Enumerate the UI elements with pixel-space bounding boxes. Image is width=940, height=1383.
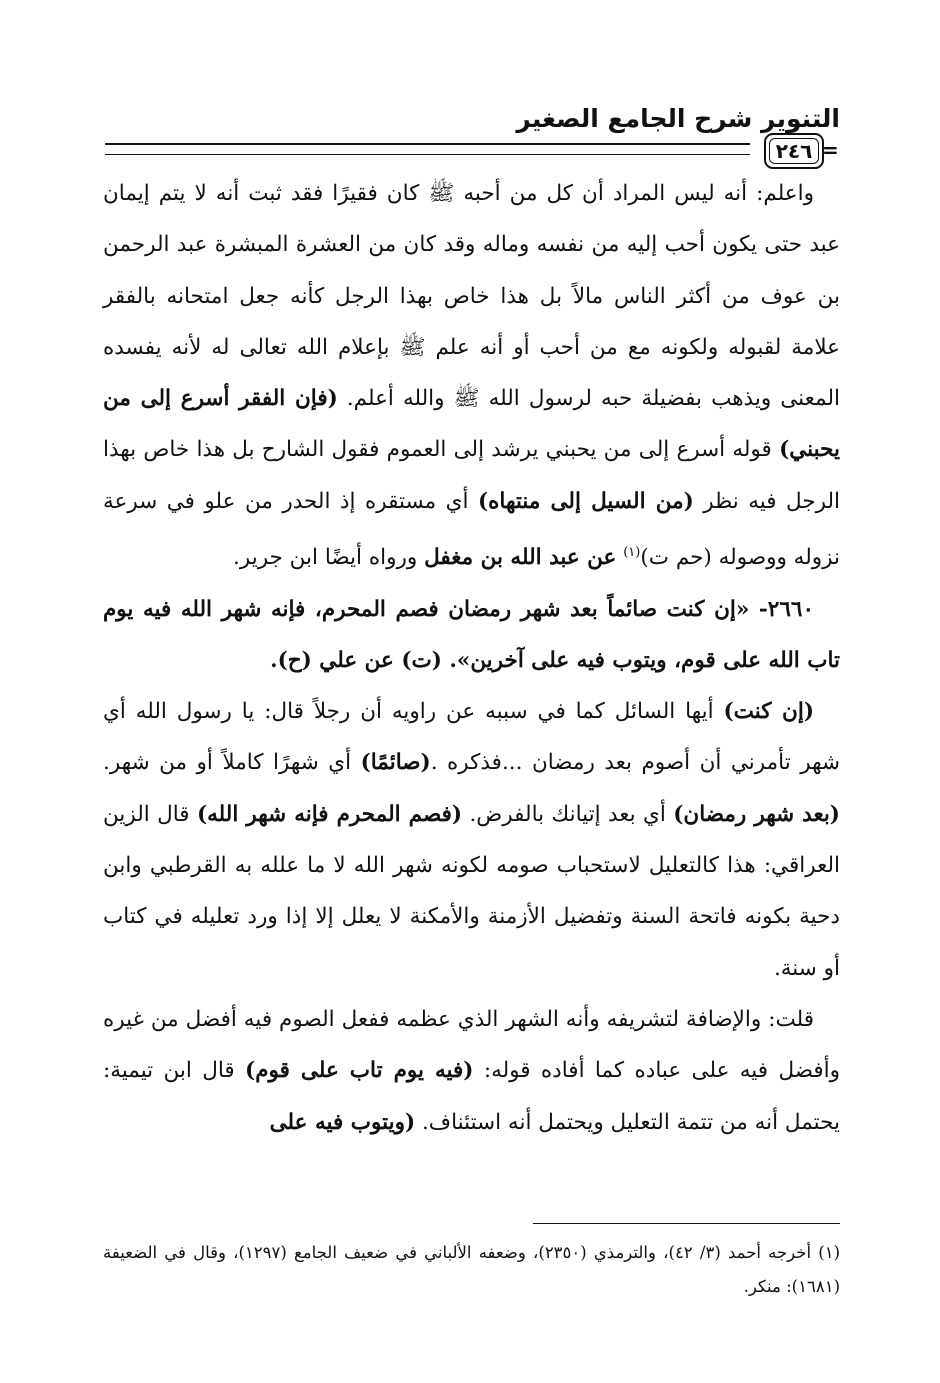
page-number-badge <box>764 133 824 169</box>
quoted-hadith-phrase: (ويتوب فيه على <box>269 1109 416 1135</box>
running-header-title: التنوير شرح الجامع الصغير <box>516 104 840 133</box>
text-run: قال الزين العراقي: هذا كالتعليل لاستحباب صومه لكونه شهر الله لا ما علله به القرطبي وابن دحية بكونه فاتحة السنة وتفضيل الأزمنة والأمكنة لا يعلل إلا إذا ورد تعليله في كتاب أو سنة. <box>103 801 840 981</box>
page-number: ٢٤٦ <box>775 139 813 163</box>
quoted-hadith-phrase: (من السيل إلى منتهاه) <box>477 488 694 514</box>
page-number-dash: = <box>822 138 839 162</box>
quoted-hadith-phrase: (فيه يوم تاب على قوم) <box>245 1058 474 1084</box>
footnote-separator <box>533 1223 840 1224</box>
text-run: واعلم: أنه ليس المراد أن كل من أحبه ﷺ كان فقيرًا فقد ثبت أنه لا يتم إيمان عبد حتى يكون أحب إليه من نفسه وماله وقد كان من العشرة المبشرة عبد الرحمن بن عوف من أكثر الناس مالاً بل هذا خاص بهذا الرجل كأنه جعل امتحانه بالفقر علامة لقبوله ولكونه مع من أحب أو أنه علم ﷺ بإعلام الله تعالى له لأنه يفسده المعنى ويذهب بفضيلة حبه لرسول الله ﷺ والله أعلم. <box>103 181 840 412</box>
hadith-text: ٢٦٦٠- «إن كنت صائماً بعد شهر رمضان فصم المحرم، فإنه شهر الله فيه يوم تاب الله على قوم، ويتوب فيه على آخرين». (ت) عن علي (ح). <box>103 596 840 673</box>
quoted-hadith-phrase: (إن كنت) <box>723 699 814 725</box>
quoted-hadith-phrase: (صائمًا) <box>360 750 431 776</box>
text-run: قوله أسرع إلى من يحبني يرشد إلى العموم فقول الشارح بل هذا خاص بهذا الرجل فيه نظر <box>103 437 840 514</box>
footnote-reference: (١) <box>623 545 641 561</box>
quoted-hadith-phrase: (فصم المحرم فإنه شهر الله) <box>196 801 463 827</box>
header-double-rule <box>105 143 750 155</box>
quoted-hadith-phrase: (بعد شهر رمضان) <box>673 801 840 827</box>
hadith-entry-2660 <box>103 584 840 687</box>
quoted-hadith-phrase: (فإن الفقر أسرع إلى من يحبني) <box>103 386 840 463</box>
text-run: أي شهرًا كاملاً أو من شهر. <box>103 750 361 776</box>
text-run: أيها السائل كما في سببه عن راويه أن رجلاً قال: يا رسول الله أي شهر تأمرني أن أصوم بعد رمضان ...فذكره . <box>103 699 840 776</box>
text-run: قال ابن تيمية: يحتمل أنه من تتمة التعليل ويحتمل أنه استئناف. <box>103 1058 840 1135</box>
text-run: ورواه أيضًا ابن جرير. <box>233 545 425 571</box>
footnotes <box>103 1236 840 1304</box>
text-run: قلت: والإضافة لتشريفه وأنه الشهر الذي عظمه ففعل الصوم فيه أفضل من غيره وأفضل فيه على عباده كما أفاده قوله: <box>103 1006 840 1084</box>
paragraph-commentary-1 <box>103 168 840 584</box>
text-run: أي مستقره إذ الحدر من علو في سرعة نزوله ووصوله (حم ت) <box>103 488 840 571</box>
narrator-name: عن عبد الله بن مغفل <box>424 545 617 571</box>
main-text <box>103 168 840 1148</box>
paragraph-commentary-2 <box>103 686 840 994</box>
text-run: أي بعد إتيانك بالفرض. <box>462 801 674 827</box>
paragraph-commentary-3 <box>103 994 840 1148</box>
footnote-1: (١) أخرجه أحمد (٣/ ٤٢)، والترمذي (٢٣٥٠)، وضعفه الألباني في ضعيف الجامع (١٢٩٧)، وقال في الضعيفة (١٦٨١): منكر. <box>103 1243 840 1296</box>
